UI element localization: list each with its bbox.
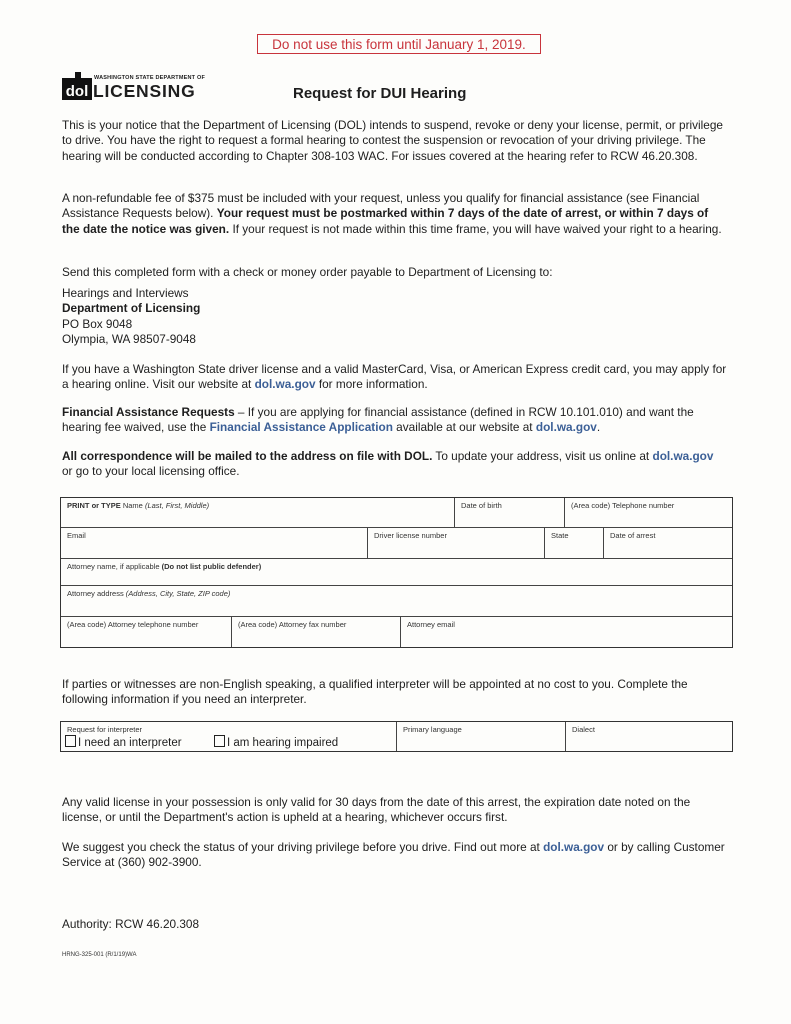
interpreter-form [60, 721, 733, 752]
arrest-date-field[interactable]: Date of arrest [604, 528, 732, 559]
attorney-fax-field[interactable]: (Area code) Attorney fax number [232, 617, 401, 647]
interpreter-label: Request for interpreter [67, 725, 143, 734]
correspondence-link[interactable]: dol.wa.gov [652, 449, 714, 463]
hearing-impaired-label: I am hearing impaired [226, 737, 339, 749]
financial-paragraph [62, 405, 727, 436]
state-field[interactable]: State [545, 528, 604, 559]
attorney-name-field[interactable]: Attorney name, if applicable (Do not list public defender) [61, 559, 732, 586]
status-paragraph [62, 840, 727, 871]
correspondence-text: To update your address, visit us online at [432, 449, 653, 463]
intro-paragraph: This is your notice that the Department of Licensing (DOL) intends to suspend, revoke or deny your license, permit, or privilege to drive. You have the right to request a formal hearing to contest the suspension or revocation of your driving privilege. The hearing will be conducted according to Chapter 308-103 WAC. For issues covered at the hearing refer to RCW 46.20.308. [62, 118, 723, 163]
financial-website-link[interactable]: dol.wa.gov [535, 420, 597, 435]
validity-paragraph: Any valid license in your possession is only valid for 30 days from the date of this arrest, the expiration date noted on the license, or until the Department's action is upheld at a hearing, whichever occurs first. [62, 795, 691, 825]
financial-text-3: . [596, 420, 601, 435]
email-field[interactable]: Email [61, 528, 368, 559]
phone-field[interactable]: (Area code) Telephone number [565, 498, 732, 528]
dol-logo [62, 70, 212, 102]
financial-application-link[interactable]: Financial Assistance Application [209, 420, 393, 435]
applicant-form [60, 497, 733, 648]
dol-logo-mark-icon [62, 72, 92, 102]
authority-line: Authority: RCW 46.20.308 [62, 917, 200, 931]
online-text-2: for more information. [315, 377, 428, 392]
address-line-4: Olympia, WA 98507-9048 [62, 332, 196, 347]
name-field[interactable]: PRINT or TYPE Name (Last, First, Middle) [61, 498, 455, 528]
fee-paragraph [62, 191, 727, 237]
attorney-address-field[interactable]: Attorney address (Address, City, State, ZIP code) [61, 586, 732, 617]
interpreter-request-cell [61, 722, 397, 751]
attorney-email-field[interactable]: Attorney email [407, 620, 455, 629]
correspondence-bold: All correspondence will be mailed to the address on file with DOL. [62, 449, 433, 463]
address-line-3: PO Box 9048 [62, 316, 133, 331]
online-text: If you have a Washington State driver license and a valid MasterCard, Visa, or American Express credit card, you may apply for a hearing online. Visit our website at [62, 362, 727, 392]
fee-text: A non-refundable fee of $375 must be included with your request, unless you qualify for financial assistance (see Financial Assistance Requests below). [62, 191, 700, 221]
send-instruction: Send this completed form with a check or money order payable to Department of Licensing to: [62, 265, 553, 279]
logo-subtitle: WASHINGTON STATE DEPARTMENT OF [94, 75, 206, 81]
logo-name: LICENSING [93, 81, 196, 101]
status-text: We suggest you check the status of your driving privilege before you drive. Find out more at [62, 840, 544, 854]
fee-deadline: Your request must be postmarked within 7 days of the date of arrest, or within 7 days of the date the notice was given. [62, 206, 709, 236]
status-text-2: or by calling Customer Service at (360) 902-3900. [62, 840, 725, 870]
financial-text: – If you are applying for financial assistance (defined in RCW 10.101.010) and want the hearing fee waived, use the [62, 405, 694, 435]
form-title: Request for DUI Hearing [293, 85, 467, 102]
need-interpreter-label: I need an interpreter [78, 737, 182, 749]
financial-heading: Financial Assistance Requests [62, 405, 235, 419]
interpreter-note: If parties or witnesses are non-English speaking, a qualified interpreter will be appointed at no cost to you. Complete the following information if you need an interpreter. [62, 677, 688, 707]
address-line-2: Department of Licensing [62, 301, 201, 316]
address-line-1: Hearings and Interviews [62, 286, 189, 300]
svg-text:dol: dol [65, 83, 89, 100]
dob-field[interactable]: Date of birth [455, 498, 565, 528]
warning-banner: Do not use this form until January 1, 2019. [257, 34, 541, 54]
financial-text-2: available at our website at [392, 420, 536, 435]
correspondence-paragraph [62, 449, 727, 480]
status-link[interactable]: dol.wa.gov [543, 840, 605, 854]
online-paragraph [62, 362, 727, 393]
primary-language-field[interactable]: Primary language [397, 722, 566, 751]
fee-text-2: If your request is not made within this time frame, you will have waived your right to a hearing. [229, 221, 722, 236]
hearing-impaired-checkbox[interactable] [214, 735, 225, 747]
attorney-phone-field[interactable]: (Area code) Attorney telephone number [61, 617, 232, 647]
online-link[interactable]: dol.wa.gov [254, 377, 316, 392]
need-interpreter-checkbox[interactable] [65, 735, 76, 747]
form-code: HRNG-325-001 (R/1/19)WA [62, 952, 137, 958]
correspondence-text-2: or go to your local licensing office. [62, 464, 240, 479]
dl-number-field[interactable]: Driver license number [368, 528, 545, 559]
mailing-address [62, 286, 727, 348]
dialect-field[interactable]: Dialect [572, 725, 595, 734]
